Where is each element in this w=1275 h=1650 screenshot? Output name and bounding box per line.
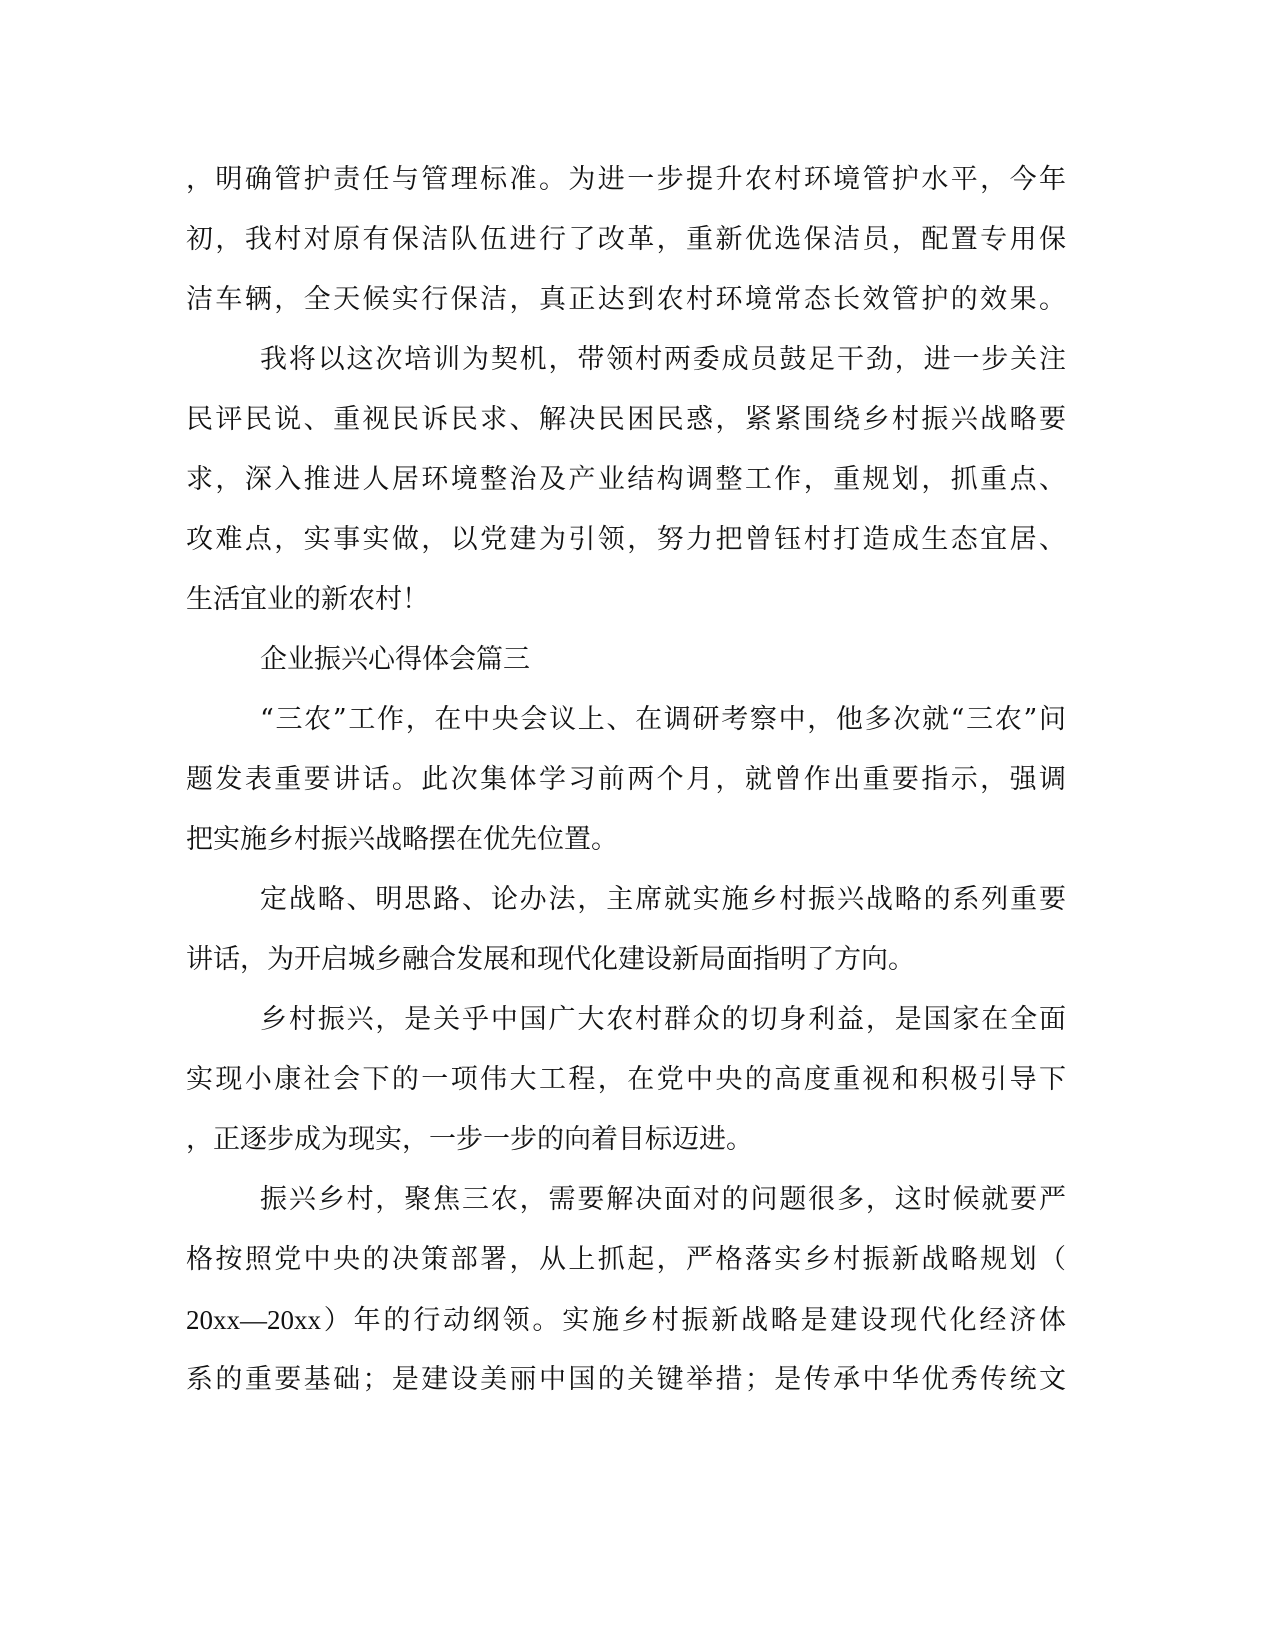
paragraph-start-line: 我将以这次培训为契机，带领村两委成员鼓足干劲，进一步关注 xyxy=(260,344,1066,375)
text-line: 题发表重要讲话。此次集体学习前两个月，就曾作出重要指示，强调 xyxy=(186,764,1066,795)
text-line: 系的重要基础；是建设美丽中国的关键举措；是传承中华优秀传统文 xyxy=(186,1364,1066,1395)
text-line: 求，深入推进人居环境整治及产业结构调整工作，重规划，抓重点、 xyxy=(186,464,1066,495)
text-line: 生活宜业的新农村！ xyxy=(186,584,429,615)
paragraph-start-line: 振兴乡村，聚焦三农，需要解决面对的问题很多，这时候就要严 xyxy=(260,1184,1066,1215)
text-line: 初，我村对原有保洁队伍进行了改革，重新优选保洁员，配置专用保 xyxy=(186,224,1066,255)
text-line: 格按照党中央的决策部署，从上抓起，严格落实乡村振新战略规划（ xyxy=(186,1244,1066,1275)
text-line: ，正逐步成为现实，一步一步的向着目标迈进。 xyxy=(186,1124,753,1155)
text-line: 20xx—20xx）年的行动纲领。实施乡村振新战略是建设现代化经济体 xyxy=(186,1305,1066,1335)
text-line: ，明确管护责任与管理标准。为进一步提升农村环境管护水平，今年 xyxy=(186,164,1066,195)
text-line: 攻难点，实事实做，以党建为引领，努力把曾钰村打造成生态宜居、 xyxy=(186,524,1066,555)
text-line: 把实施乡村振兴战略摆在优先位置。 xyxy=(186,824,618,855)
paragraph-start-line: 定战略、明思路、论办法，主席就实施乡村振兴战略的系列重要 xyxy=(260,884,1066,915)
paragraph-start-line: 乡村振兴，是关乎中国广大农村群众的切身利益，是国家在全面 xyxy=(260,1004,1066,1035)
paragraph-start-line: “三农”工作，在中央会议上、在调研考察中，他多次就“三农”问 xyxy=(260,704,1066,735)
text-line: 洁车辆，全天候实行保洁，真正达到农村环境常态长效管护的效果。 xyxy=(186,284,1066,315)
document-body xyxy=(186,150,1066,1410)
text-line: 讲话，为开启城乡融合发展和现代化建设新局面指明了方向。 xyxy=(186,944,915,975)
text-line: 实现小康社会下的一项伟大工程，在党中央的高度重视和积极引导下 xyxy=(186,1064,1066,1095)
text-line: 民评民说、重视民诉民求、解决民困民惑，紧紧围绕乡村振兴战略要 xyxy=(186,404,1066,435)
section-heading: 企业振兴心得体会篇三 xyxy=(260,644,530,675)
